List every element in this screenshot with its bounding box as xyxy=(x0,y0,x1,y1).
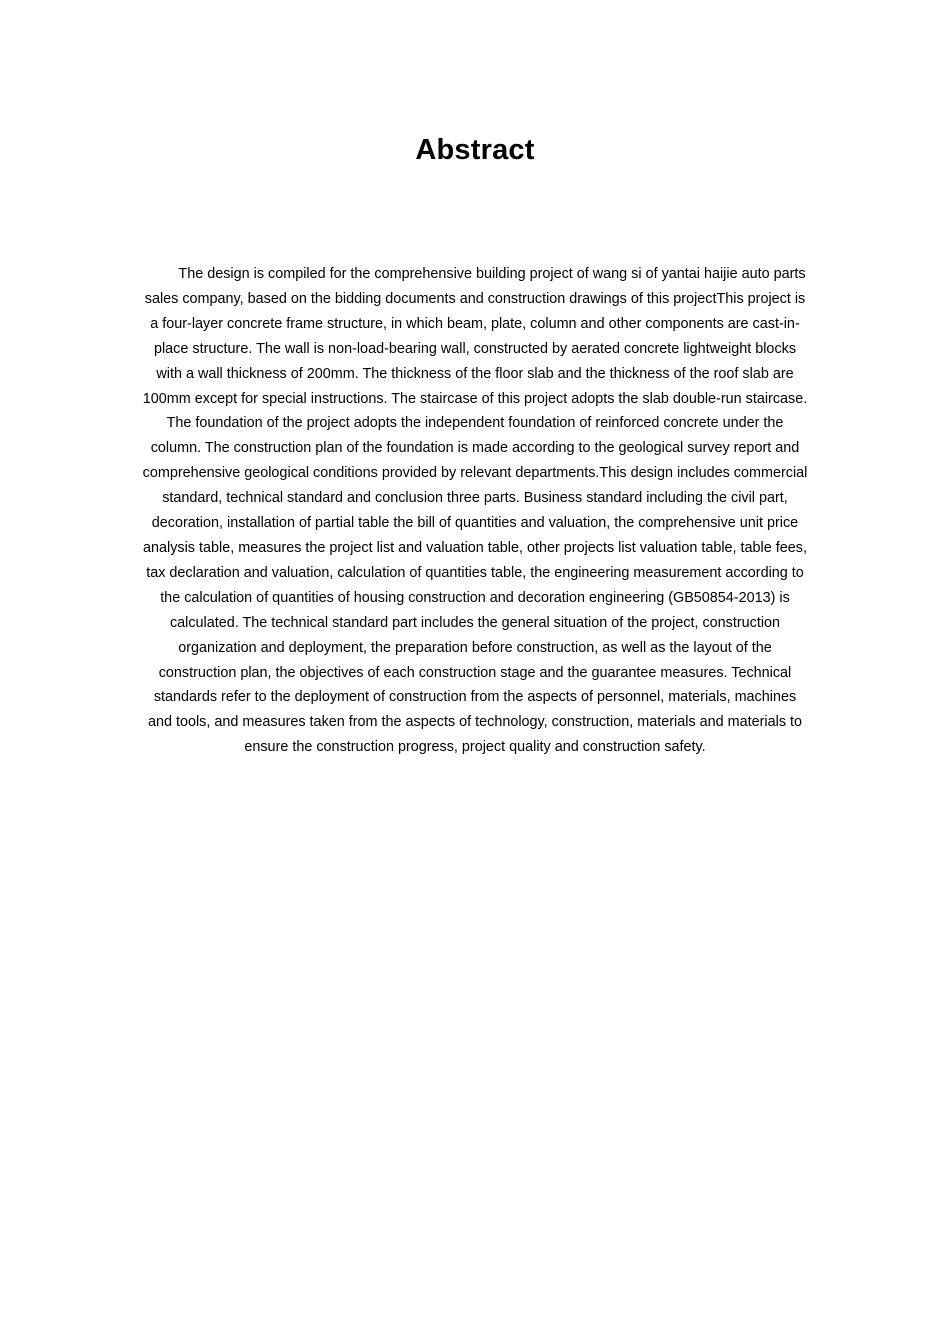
abstract-paragraph: The design is compiled for the comprehensive building project of wang si of yantai haijie auto parts sales company, based on the bidding documents and construction drawings of this projectThis project is a four-layer concrete frame structure, in which beam, plate, column and other components are cast-in-place structure. The wall is non-load-bearing wall, constructed by aerated concrete lightweight blocks with a wall thickness of 200mm. The thickness of the floor slab and the thickness of the roof slab are 100mm except for special instructions. The staircase of this project adopts the slab double-run staircase. The foundation of the project adopts the independent foundation of reinforced concrete under the column. The construction plan of the foundation is made according to the geological survey report and comprehensive geological conditions provided by relevant departments.This design includes commercial standard, technical standard and conclusion three parts. Business standard including the civil part, decoration, installation of partial table the bill of quantities and valuation, the comprehensive unit price analysis table, measures the project list and valuation table, other projects list valuation table, table fees, tax declaration and valuation, calculation of quantities table, the engineering measurement according to the calculation of quantities of housing construction and decoration engineering (GB50854-2013) is calculated. The technical standard part includes the general situation of the project, construction organization and deployment, the preparation before construction, as well as the layout of the construction plan, the objectives of each construction stage and the guarantee measures. Technical standards refer to the deployment of construction from the aspects of personnel, materials, machines and tools, and measures taken from the aspects of technology, construction, materials and materials to ensure the construction progress, project quality and construction safety. xyxy=(142,266,808,756)
page-title: Abstract xyxy=(415,134,535,166)
